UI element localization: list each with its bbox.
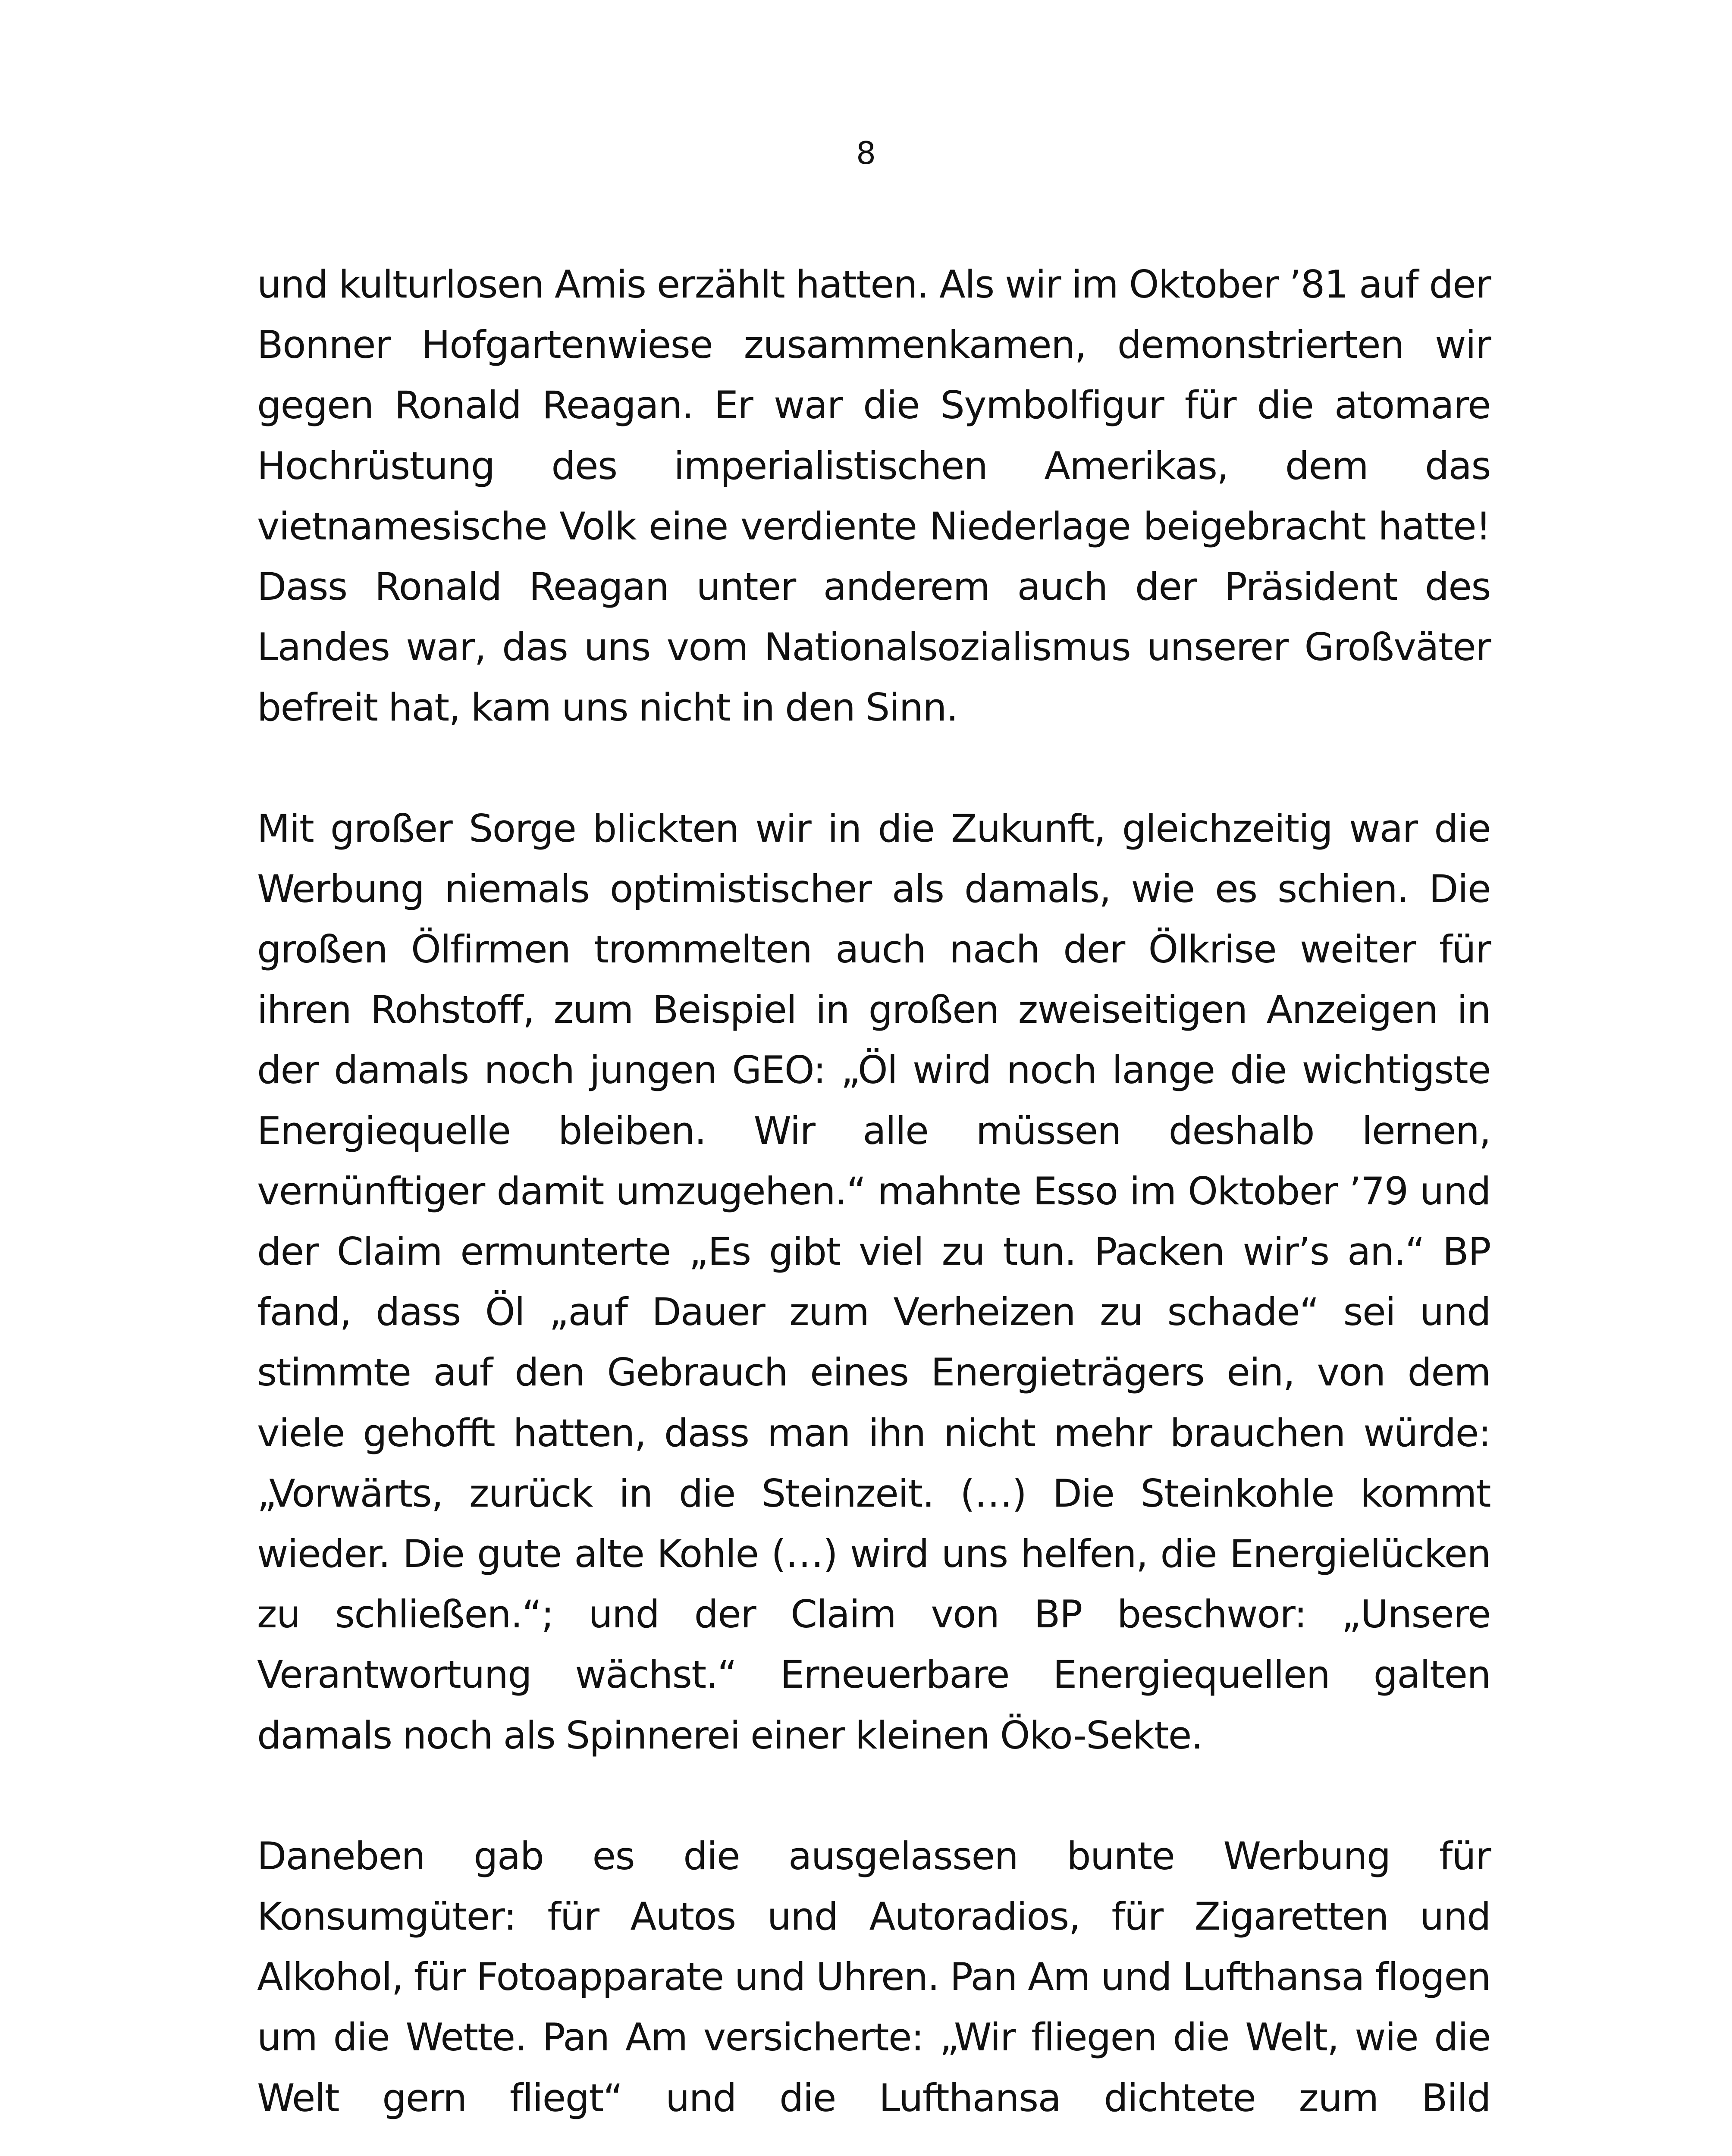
paragraph-3: Daneben gab es die ausgelassen bunte Werbung für Konsumgüter: für Autos und Autoradios, für Zigaretten und Alkohol, für Fotoapparate und Uhren. Pan Am und Lufthansa flogen um die Wette. Pan Am versicherte: „Wir fliegen die Welt, wie die Welt gern fliegt“ und die Lufthansa dichtete zum Bild: [257, 1833, 1490, 2120]
page-number: 8: [856, 135, 876, 171]
paragraph-2: Mit großer Sorge blickten wir in die Zukunft, gleichzeitig war die Werbung niemals optimistischer als damals, wie es schien. Die großen Ölfirmen trommelten auch nach der Ölkrise weiter für ihren Rohstoff, zum Beispiel in großen zweiseitigen Anzeigen in der damals noch jungen GEO: „Öl wird noch lange die wichtigste Energiequelle bleiben. Wir alle müssen deshalb lernen, vernünftiger damit umzugehen.“ mahnte Esso im Oktober ’79 und der Claim ermunterte „Es gibt viel zu tun. Packen wir’s an.“ BP fand, dass Öl „auf Dauer zum Verheizen zu schade“ sei und stimmte auf den Gebrauch eines Energieträgers ein, von dem viele gehofft hatten, dass man ihn nicht mehr brauchen würde: „Vorwärts, zurück in die Steinzeit. (…) Die Steinkohle kommt wieder. Die gute alte Kohle (…) wird uns helfen, die Energielücken zu schließen.“; und der Claim von BP beschwor: „Unsere Verantwortung wächst.“ Erneuerbare Energiequellen galten damals noch als Spinnerei einer kleinen Öko-Sekte.: [257, 806, 1490, 1758]
body-text: [257, 254, 1490, 2128]
paragraph-1: und kulturlosen Amis erzählt hatten. Als wir im Oktober ’81 auf der Bonner Hofgartenwiese zusammenkamen, demonstrierten wir gegen Ronald Reagan. Er war die Symbolfigur für die atomare Hochrüstung des imperialistischen Amerikas, dem das vietnamesische Volk eine verdiente Niederlage beigebracht hatte! Dass Ronald Reagan unter anderem auch der Präsident des Landes war, das uns vom Nationalsozialismus unserer Großväter befreit hat, kam uns nicht in den Sinn.: [257, 262, 1490, 730]
